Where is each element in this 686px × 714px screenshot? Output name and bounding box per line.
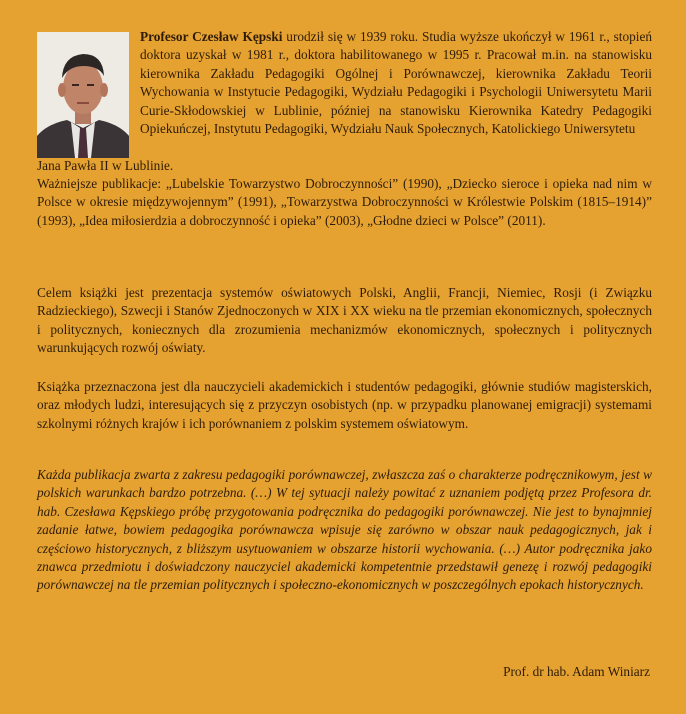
- author-photo: [37, 32, 129, 158]
- author-name: Profesor Czesław Kępski: [140, 29, 283, 44]
- book-purpose-paragraph: Celem książki jest prezentacja systemów oświatowych Polski, Anglii, Francji, Niemiec, Rosji (i Związku Radzieckiego), Szwecji i Stanów Zjednoczonych w XIX i XX wieku na tle przemian ekonomicznych, społecznych i politycznych, koniecznych dla zrozumienia mechanizmów ekonomicznych, społecznych i politycznych warunkujących rozwój oświaty.: [37, 285, 652, 356]
- reviewer-signature: Prof. dr hab. Adam Winiarz: [503, 664, 650, 679]
- book-audience-paragraph: Książka przeznaczona jest dla nauczycieli akademickich i studentów pedagogiki, głównie studiów magisterskich, oraz młodych ludzi, interesujących się z przyczyn osobistych (np. w przypadku planowanej emigracji) systemami szkolnymi różnych krajów i ich porównaniem z polskim systemem oświatowym.: [37, 379, 652, 431]
- author-bio: [140, 28, 652, 138]
- publications-paragraph: Ważniejsze publikacje: „Lubelskie Towarzystwo Dobroczynności” (1990), „Dziecko sieroce i opieka nad nim w Polsce w okresie międzywojennym” (1991), „Towarzystwa Dobroczynności w Królestwie Polskim (1815–1914)” (1993), „Idea miłosierdzia a dobroczynność i opieka” (2003), „Głodne dzieci w Polsce” (2011).: [37, 176, 652, 228]
- author-bio-end: Jana Pawła II w Lublinie.: [37, 158, 174, 173]
- author-bio-text: urodził się w 1939 roku. Studia wyższe ukończył w 1961 r., stopień doktora uzyskał w 1981 r., doktora habilitowanego w 1995 r. Pracował m.in. na stanowisku kierownika Zakładu Pedagogiki Ogólnej i Porównawczej, kierownika Zakładu Teorii Wychowania w Instytucie Pedagogiki, Wydziału Pedagogiki i Psychologii Uniwersytetu Marii Curie-Skłodowskiej w Lublinie, później na stanowisku Kierownika Katedry Pedagogiki Opiekuńczej, Instytutu Pedagogiki, Wydziału Nauk Społecznych, Katolickiego Uniwersytetu: [140, 29, 652, 137]
- review-quote: Każda publikacja zwarta z zakresu pedagogiki porównawczej, zwłaszcza zaś o charakterze podręcznikowym, jest w polskich warunkach bardzo potrzebna. (…) W tej sytuacji należy powitać z uznaniem podjętą przez Profesora dr. hab. Czesława Kępskiego próbę przygotowania podręcznika do pedagogiki porównawczej. Nie jest to bynajmniej zadanie łatwe, bowiem pedagogika porównawcza wpisuje się zarówno w obszar nauk pedagogicznych, jak i częściowo historycznych, z bliższym usytuowaniem w obszarze historii wychowania. (…) Autor podręcznika jako znawca przedmiotu i doświadczony nauczyciel akademicki kompetentnie przedstawił genezę i rozwój pedagogiki porównawczej na tle przemian politycznych i społeczno-ekonomicznych w poszczególnych epokach historycznych.: [37, 467, 652, 593]
- author-bio-continuation: [37, 157, 652, 175]
- author-portrait-image: [37, 32, 129, 158]
